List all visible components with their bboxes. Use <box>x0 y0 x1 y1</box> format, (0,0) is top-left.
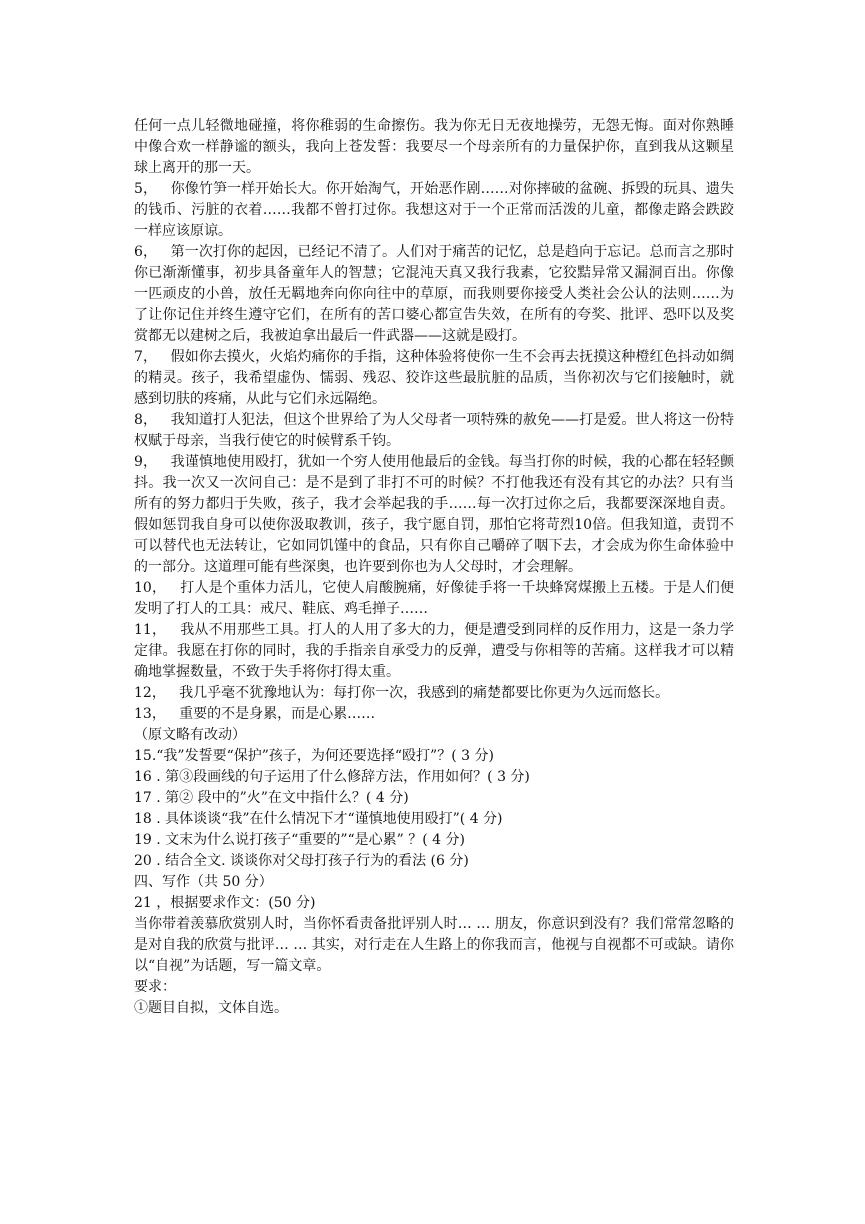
question-16: 16 . 第③段画线的句子运用了什么修辞方法，作用如何？( 3 分) <box>134 769 530 785</box>
question-18: 18 . 具体谈谈“我”在什么情况下才“谨慎地使用殴打”( 4 分) <box>134 811 503 827</box>
article-paragraph-5: 5， 你像竹笋一样开始长大。你开始淘气，开始恶作剧……对你摔破的盆碗、拆毁的玩具、遗失的钱币、污脏的衣着……我都不曾打过你。我想这对于一个正常而活泼的儿童，都像走路会跌跤一样应该原谅。 <box>134 181 734 239</box>
article-paragraph-11: 11， 我从不用那些工具。打人的人用了多大的力，便是遭受到同样的反作用力，这是一条力学定律。我愿在打你的同时，我的手指亲自承受力的反弹，遭受与你相等的苦痛。这样我才可以精确地掌握数量，不致于失手将你打得太重。 <box>134 622 734 680</box>
article-paragraph-7: 7， 假如你去摸火，火焰灼痛你的手指，这种体验将使你一生不会再去抚摸这种橙红色抖动如绸的精灵。孩子，我希望虚伪、懦弱、残忍、狡诈这些最肮脏的品质，当你初次与它们接触时，就感到切肤的疼痛，从此与它们永远隔绝。 <box>134 349 734 407</box>
requirements-label: 要求： <box>134 979 176 995</box>
source-note: （原文略有改动） <box>134 727 246 743</box>
requirement-item: ①题目自拟，文体自选。 <box>134 1000 288 1016</box>
writing-prompt-title: 21 ，根据要求作文：(50 分) <box>134 895 316 911</box>
document-page <box>134 116 734 1019</box>
question-15: 15.“我”发誓要“保护”孩子，为何还要选择“殴打”？( 3 分) <box>134 748 494 764</box>
question-19: 19 . 文末为什么说打孩子“重要的”“是心累” ？( 4 分) <box>134 832 465 848</box>
question-20: 20 . 结合全文. 谈谈你对父母打孩子行为的看法 (6 分) <box>134 853 469 869</box>
article-paragraph-1: 任何一点儿轻微地碰撞，将你稚弱的生命擦伤。我为你无日无夜地操劳，无怨无悔。面对你熟睡中像合欢一样静谧的额头，我向上苍发誓：我要尽一个母亲所有的力量保护你，直到我从这颗星球上离开的那一天。 <box>134 118 734 176</box>
article-paragraph-13: 13， 重要的不是身累，而是心累…… <box>134 706 376 722</box>
article-paragraph-9: 9， 我谨慎地使用殴打，犹如一个穷人使用他最后的金钱。每当打你的时候，我的心都在轻轻颤抖。我一次又一次问自己：是不是到了非打不可的时候？不打他我还有没有其它的办法？只有当所有的努力都归于失败，孩子，我才会举起我的手……每一次打过你之后，我都要深深地自责。假如惩罚我自身可以使你汲取教训，孩子，我宁愿自罚，那怕它将苛烈10倍。但我知道，责罚不可以替代也无法转让，它如同饥馑中的食品，只有你自己嚼碎了咽下去，才会成为你生命体验中的一部分。这道理可能有些深奥，也许要到你也为人父母时，才会理解。 <box>134 454 734 575</box>
writing-section-title: 四、写作（共 50 分） <box>134 874 273 890</box>
writing-prompt: 当你带着羡慕欣赏别人时，当你怀看责备批评别人时… … 朋友，你意识到没有？我们常常忽略的是对自我的欣赏与批评… … 其实，对行走在人生路上的你我而言，他视与自视都不可或缺。请你以“自视”为话题，写一篇文章。 <box>134 916 734 974</box>
article-paragraph-8: 8， 我知道打人犯法，但这个世界给了为人父母者一项特殊的赦免——打是爱。世人将这一份特权赋于母亲，当我行使它的时候臂系千钧。 <box>134 412 734 449</box>
question-17: 17 . 第② 段中的”火”在文中指什么？( 4 分) <box>134 790 409 806</box>
article-paragraph-12: 12， 我几乎毫不犹豫地认为：每打你一次，我感到的痛楚都要比你更为久远而悠长。 <box>134 685 670 701</box>
article-paragraph-10: 10， 打人是个重体力活儿，它使人肩酸腕痛，好像徒手将一千块蜂窝煤搬上五楼。于是人们便发明了打人的工具：戒尺、鞋底、鸡毛掸子…… <box>134 580 734 617</box>
article-paragraph-6: 6， 第一次打你的起因，已经记不清了。人们对于痛苦的记忆，总是趋向于忘记。总而言之那时你已渐渐懂事，初步具备童年人的智慧；它混沌天真又我行我素，它狡黠异常又漏洞百出。你像一匹顽皮的小兽，放任无羁地奔向你向往中的草原，而我则要你接受人类社会公认的法则……为了让你记住并终生遵守它们，在所有的苦口婆心都宣告失效，在所有的夸奖、批评、恐吓以及奖赏都无以建树之后，我被迫拿出最后一件武器——这就是殴打。 <box>134 244 734 344</box>
